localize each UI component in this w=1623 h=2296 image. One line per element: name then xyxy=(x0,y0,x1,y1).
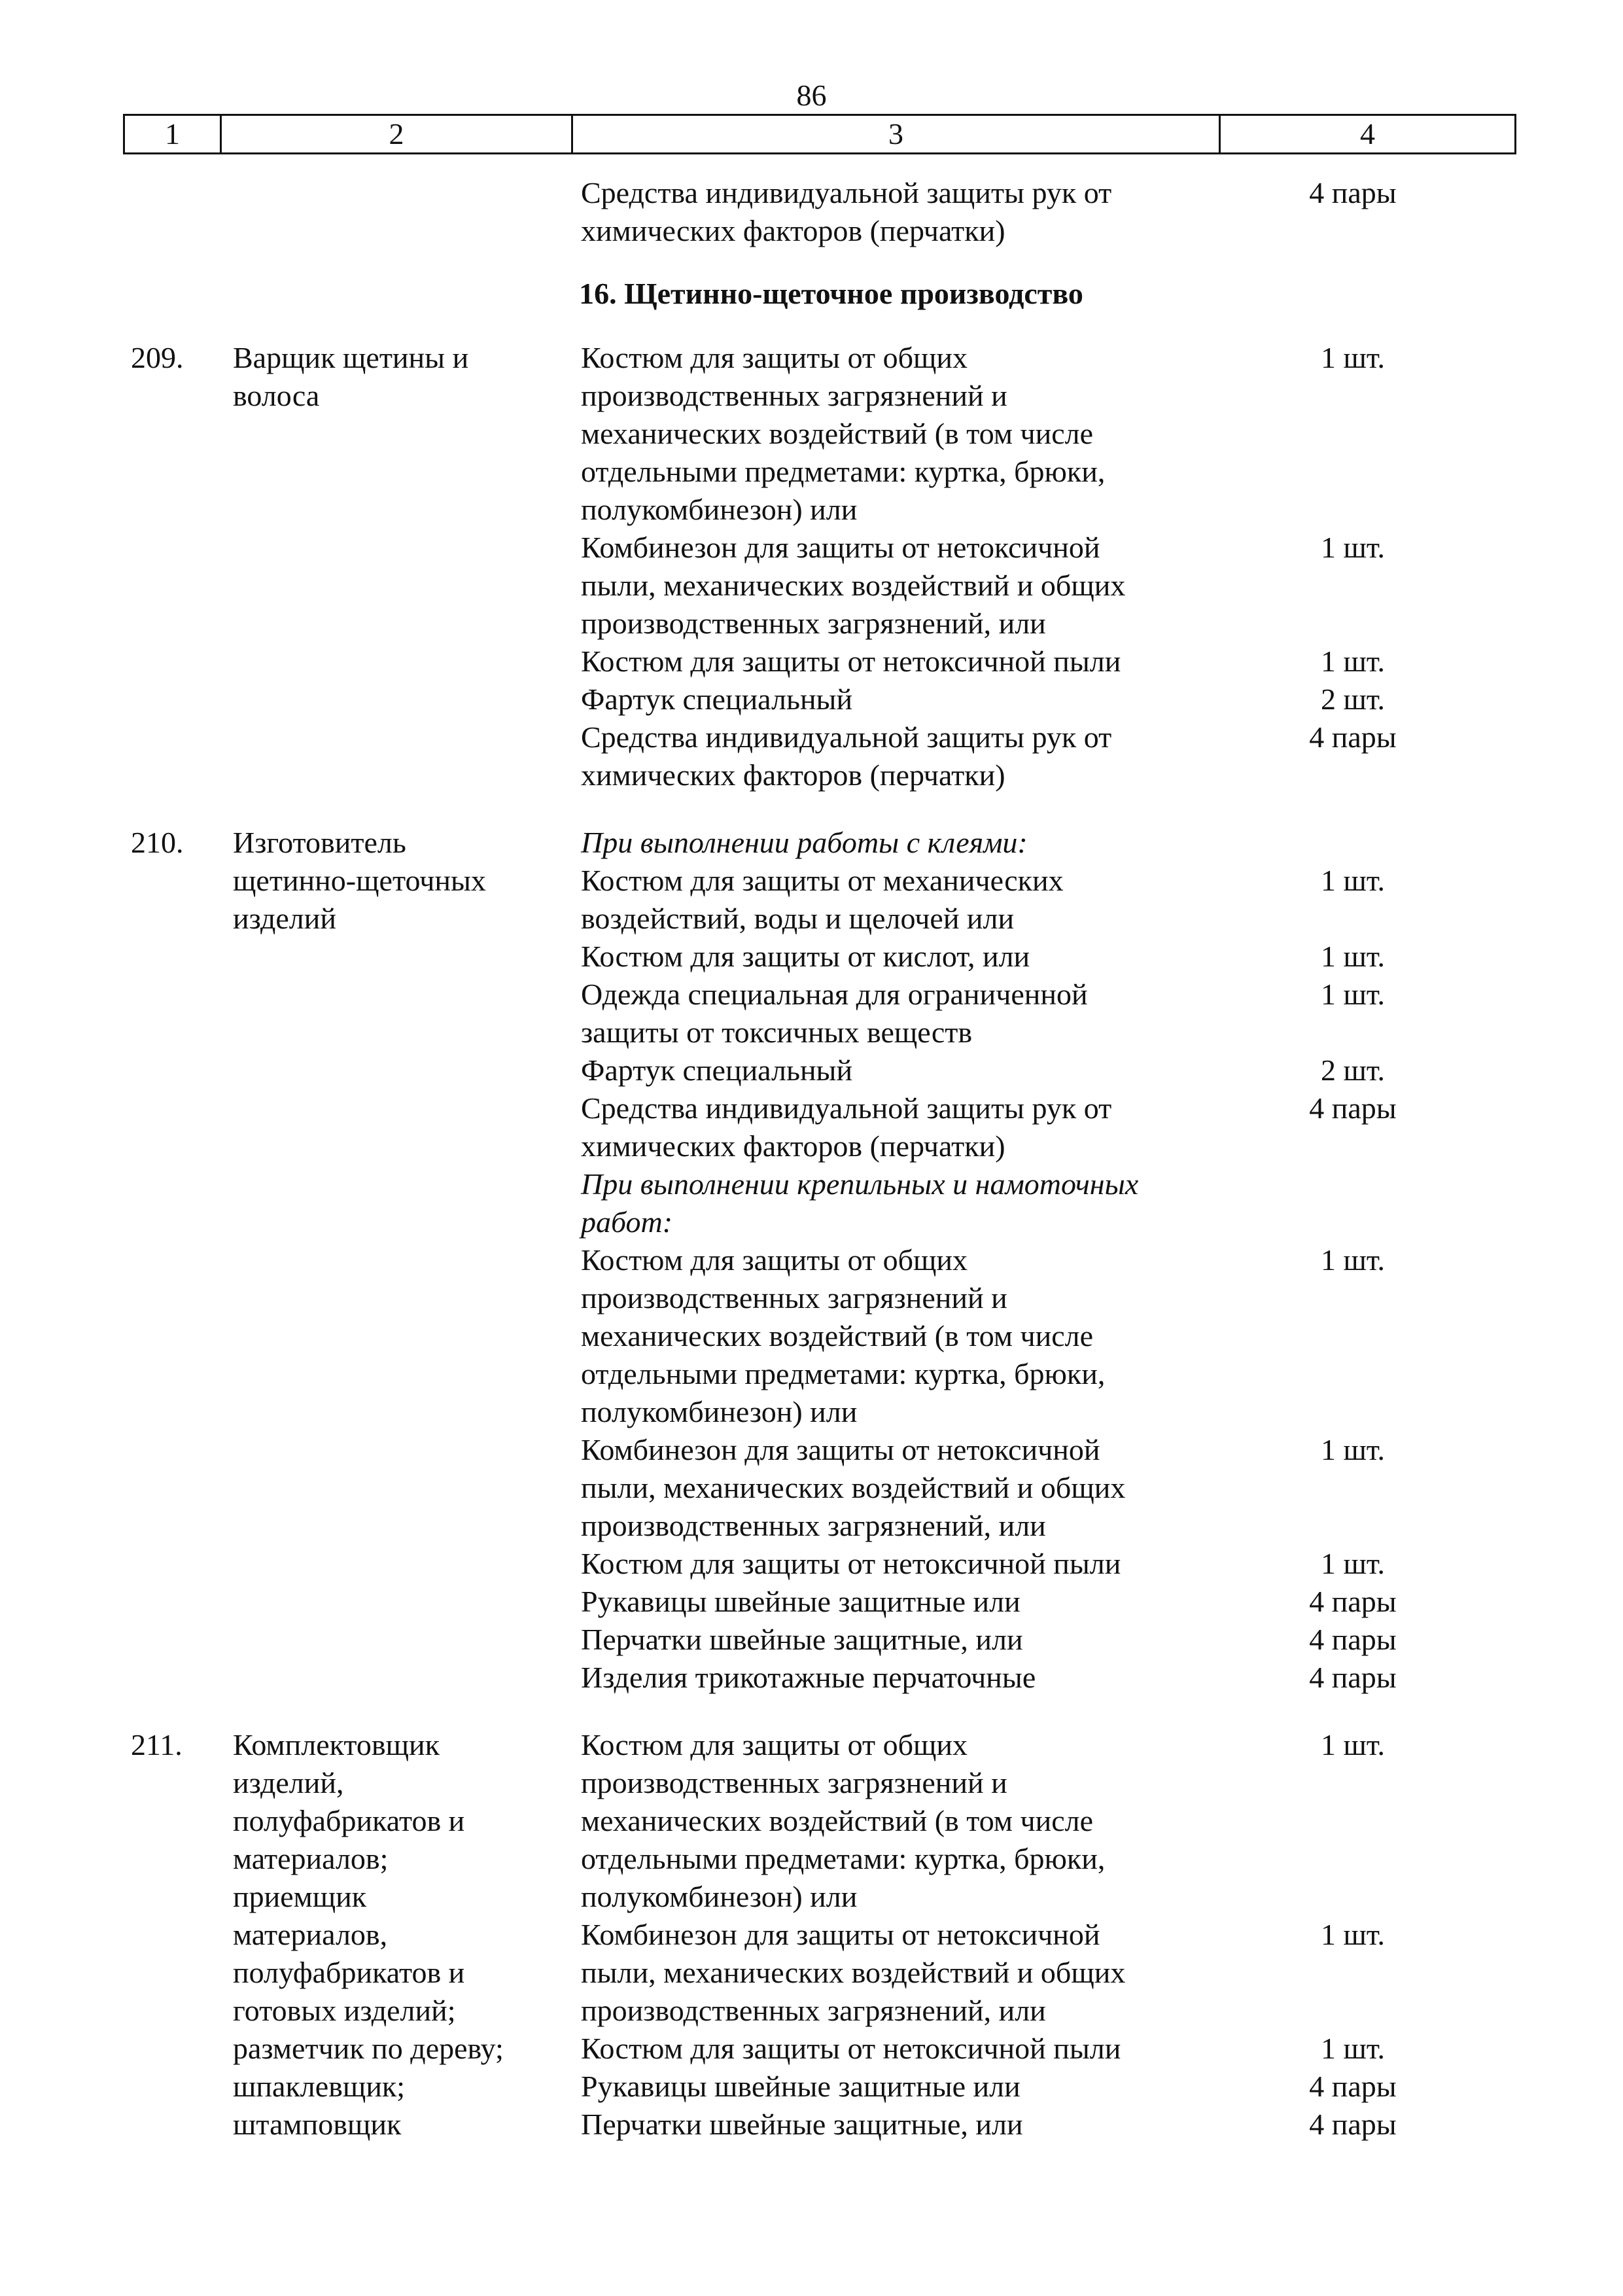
text-line: Комбинезон для защиты от нетоксичной xyxy=(581,1918,1100,1951)
text-line: полукомбинезон) или xyxy=(581,493,858,526)
ppe-item-name xyxy=(581,2068,1235,2106)
ppe-quantity: 4 пары xyxy=(1309,1661,1397,1694)
ppe-item-name xyxy=(581,339,1235,529)
row-gap xyxy=(0,1697,1623,1726)
text-line: полуфабрикатов и xyxy=(233,1804,465,1837)
text-line: Костюм для защиты от нетоксичной пыли xyxy=(581,645,1121,678)
text-line: Фартук специальный xyxy=(581,1053,853,1087)
text-line: Изделия трикотажные перчаточные xyxy=(581,1661,1036,1694)
text-line: Рукавицы швейные защитные или xyxy=(581,1585,1021,1618)
text-line: производственных загрязнений, или xyxy=(581,607,1046,640)
text-line: шпаклевщик; xyxy=(233,2070,406,2103)
ppe-item xyxy=(581,1659,1588,1697)
ppe-quantity: 1 шт. xyxy=(1320,2032,1386,2065)
column-header-4: 4 xyxy=(1360,117,1375,150)
ppe-item xyxy=(581,1621,1588,1659)
text-line: Костюм для защиты от нетоксичной пыли xyxy=(581,1547,1121,1580)
text-line: химических факторов (перчатки) xyxy=(581,758,1005,792)
text-line: Комплектовщик xyxy=(233,1728,440,1761)
ppe-item xyxy=(581,339,1588,529)
document-body xyxy=(0,174,1623,2144)
text-line: механических воздействий (в том числе xyxy=(581,417,1094,450)
ppe-item-name xyxy=(581,1545,1235,1583)
table-row xyxy=(0,1726,1623,2144)
ppe-quantity: 1 шт. xyxy=(1320,940,1386,973)
text-line: разметчик по дереву; xyxy=(233,2032,504,2065)
ppe-list xyxy=(581,1726,1588,2144)
profession-name xyxy=(188,824,581,1697)
ppe-quantity: 1 шт. xyxy=(1320,645,1386,678)
text-line: производственных загрязнений и xyxy=(581,1766,1007,1799)
ppe-item xyxy=(581,2030,1588,2068)
text-line: Средства индивидуальной защиты рук от xyxy=(581,720,1112,754)
text-line: работ: xyxy=(581,1205,673,1239)
text-line: Перчатки швейные защитные, или xyxy=(581,1623,1023,1656)
text-line: Средства индивидуальной защиты рук от xyxy=(581,176,1112,209)
ppe-item-name xyxy=(581,1659,1235,1697)
text-line: материалов; xyxy=(233,1842,389,1875)
ppe-item-name xyxy=(581,174,1235,250)
ppe-item-name xyxy=(581,1241,1235,1431)
text-line: Фартук специальный xyxy=(581,682,853,716)
text-line: Перчатки швейные защитные, или xyxy=(581,2108,1023,2141)
text-line: Костюм для защиты от нетоксичной пыли xyxy=(581,2032,1121,2065)
text-line: механических воздействий (в том числе xyxy=(581,1804,1094,1837)
ppe-item xyxy=(581,1089,1588,1165)
ppe-quantity: 2 шт. xyxy=(1320,1053,1386,1087)
text-line: изделий xyxy=(233,902,336,935)
text-line: волоса xyxy=(233,379,320,412)
ppe-quantity: 1 шт. xyxy=(1320,1918,1386,1951)
ppe-quantity: 1 шт. xyxy=(1320,531,1386,564)
ppe-item xyxy=(581,680,1588,718)
ppe-quantity: 4 пары xyxy=(1309,1623,1397,1656)
section-title: 16. Щетинно-щеточное производство xyxy=(579,277,1083,310)
ppe-item-name xyxy=(581,1916,1235,2030)
ppe-item xyxy=(581,1583,1588,1621)
ppe-quantity: 1 шт. xyxy=(1320,341,1386,374)
column-header-2: 2 xyxy=(222,116,573,152)
ppe-item-name xyxy=(581,643,1235,680)
column-header-3: 3 xyxy=(573,116,1221,152)
ppe-list xyxy=(581,339,1588,794)
ppe-quantity: 4 пары xyxy=(1309,1091,1397,1125)
ppe-item xyxy=(581,1431,1588,1545)
row-number xyxy=(131,174,188,250)
text-line: Изготовитель xyxy=(233,826,406,859)
text-line: производственных загрязнений, или xyxy=(581,1509,1046,1542)
ppe-quantity: 1 шт. xyxy=(1320,1243,1386,1277)
ppe-item xyxy=(581,174,1588,250)
page-number: 86 xyxy=(796,79,827,112)
ppe-quantity: 1 шт. xyxy=(1320,1433,1386,1466)
text-line: полуфабрикатов и xyxy=(233,1956,465,1989)
text-line: Рукавицы швейные защитные или xyxy=(581,2070,1021,2103)
ppe-quantity: 4 пары xyxy=(1309,2070,1397,2103)
text-line: воздействий, воды и щелочей или xyxy=(581,902,1015,935)
text-line: отдельными предметами: куртка, брюки, xyxy=(581,1357,1106,1390)
text-line: Костюм для защиты от механических xyxy=(581,864,1064,897)
ppe-quantity: 1 шт. xyxy=(1320,1547,1386,1580)
text-line: механических воздействий (в том числе xyxy=(581,1319,1094,1352)
text-line: химических факторов (перчатки) xyxy=(581,1129,1005,1163)
text-line: Варщик щетины и xyxy=(233,341,469,374)
text-line: производственных загрязнений и xyxy=(581,1281,1007,1315)
ppe-item xyxy=(581,718,1588,794)
ppe-list xyxy=(581,824,1588,1697)
ppe-quantity: 1 шт. xyxy=(1320,864,1386,897)
row-gap xyxy=(0,794,1623,824)
ppe-item-name xyxy=(581,1621,1235,1659)
profession-name xyxy=(188,1726,581,2144)
ppe-quantity: 1 шт. xyxy=(1320,978,1386,1011)
ppe-quantity: 1 шт. xyxy=(1320,1728,1386,1761)
text-line: пыли, механических воздействий и общих xyxy=(581,1471,1126,1504)
text-line: приемщик xyxy=(233,1880,367,1913)
condition-label xyxy=(581,1165,1235,1241)
text-line: Одежда специальная для ограниченной xyxy=(581,978,1088,1011)
row-number: 211. xyxy=(131,1728,183,1761)
text-line: Костюм для защиты от общих xyxy=(581,1243,968,1277)
ppe-list xyxy=(581,174,1588,250)
ppe-item-name xyxy=(581,1583,1235,1621)
column-header-1: 1 xyxy=(125,116,222,152)
text-line: пыли, механических воздействий и общих xyxy=(581,1956,1126,1989)
text-line: отдельными предметами: куртка, брюки, xyxy=(581,455,1106,488)
table-row xyxy=(0,339,1623,794)
ppe-quantity: 2 шт. xyxy=(1320,682,1386,716)
text-line: При выполнении работы с клеями: xyxy=(581,826,1028,859)
text-line: Средства индивидуальной защиты рук от xyxy=(581,1091,1112,1125)
ppe-item xyxy=(581,2068,1588,2106)
text-line: химических факторов (перчатки) xyxy=(581,214,1005,247)
text-line: штамповщик xyxy=(233,2108,402,2141)
row-number: 210. xyxy=(131,826,184,859)
ppe-item-name xyxy=(581,862,1235,938)
ppe-quantity: 4 пары xyxy=(1309,720,1397,754)
ppe-item-name xyxy=(581,529,1235,643)
ppe-item-name xyxy=(581,680,1235,718)
ppe-item xyxy=(581,1241,1588,1431)
ppe-item-name xyxy=(581,1089,1235,1165)
text-line: Комбинезон для защиты от нетоксичной xyxy=(581,1433,1100,1466)
text-line: производственных загрязнений, или xyxy=(581,1994,1046,2027)
ppe-quantity: 4 пары xyxy=(1309,1585,1397,1618)
text-line: щетинно-щеточных xyxy=(233,864,486,897)
ppe-item xyxy=(581,938,1588,976)
text-line: пыли, механических воздействий и общих xyxy=(581,569,1126,602)
ppe-item-name xyxy=(581,1726,1235,1916)
ppe-quantity: 4 пары xyxy=(1309,176,1397,209)
ppe-item xyxy=(581,1051,1588,1089)
text-line: готовых изделий; xyxy=(233,1994,456,2027)
ppe-item xyxy=(581,1726,1588,1916)
column-header-row xyxy=(123,114,1516,154)
condition-label xyxy=(581,824,1235,862)
profession-name xyxy=(188,174,581,250)
ppe-item xyxy=(581,824,1588,862)
ppe-item xyxy=(581,1165,1588,1241)
ppe-item-name xyxy=(581,938,1235,976)
ppe-item xyxy=(581,2106,1588,2144)
text-line: отдельными предметами: куртка, брюки, xyxy=(581,1842,1106,1875)
profession-name xyxy=(188,339,581,794)
ppe-item xyxy=(581,976,1588,1051)
ppe-item-name xyxy=(581,976,1235,1051)
ppe-item xyxy=(581,643,1588,680)
text-line: полукомбинезон) или xyxy=(581,1880,858,1913)
ppe-quantity: 4 пары xyxy=(1309,2108,1397,2141)
text-line: При выполнении крепильных и намоточных xyxy=(581,1167,1139,1201)
ppe-item xyxy=(581,1545,1588,1583)
ppe-item-name xyxy=(581,1051,1235,1089)
text-line: Костюм для защиты от общих xyxy=(581,341,968,374)
ppe-item xyxy=(581,529,1588,643)
text-line: Костюм для защиты от кислот, или xyxy=(581,940,1030,973)
text-line: изделий, xyxy=(233,1766,344,1799)
table-row xyxy=(0,824,1623,1697)
ppe-item-name xyxy=(581,718,1235,794)
ppe-item-name xyxy=(581,1431,1235,1545)
text-line: материалов, xyxy=(233,1918,388,1951)
ppe-item-name xyxy=(581,2106,1235,2144)
text-line: производственных загрязнений и xyxy=(581,379,1007,412)
text-line: Комбинезон для защиты от нетоксичной xyxy=(581,531,1100,564)
ppe-item xyxy=(581,862,1588,938)
ppe-item xyxy=(581,1916,1588,2030)
text-line: полукомбинезон) или xyxy=(581,1395,858,1428)
text-line: защиты от токсичных веществ xyxy=(581,1016,973,1049)
ppe-item-name xyxy=(581,2030,1235,2068)
text-line: Костюм для защиты от общих xyxy=(581,1728,968,1761)
row-number: 209. xyxy=(131,341,184,374)
continuation-row xyxy=(0,174,1623,250)
